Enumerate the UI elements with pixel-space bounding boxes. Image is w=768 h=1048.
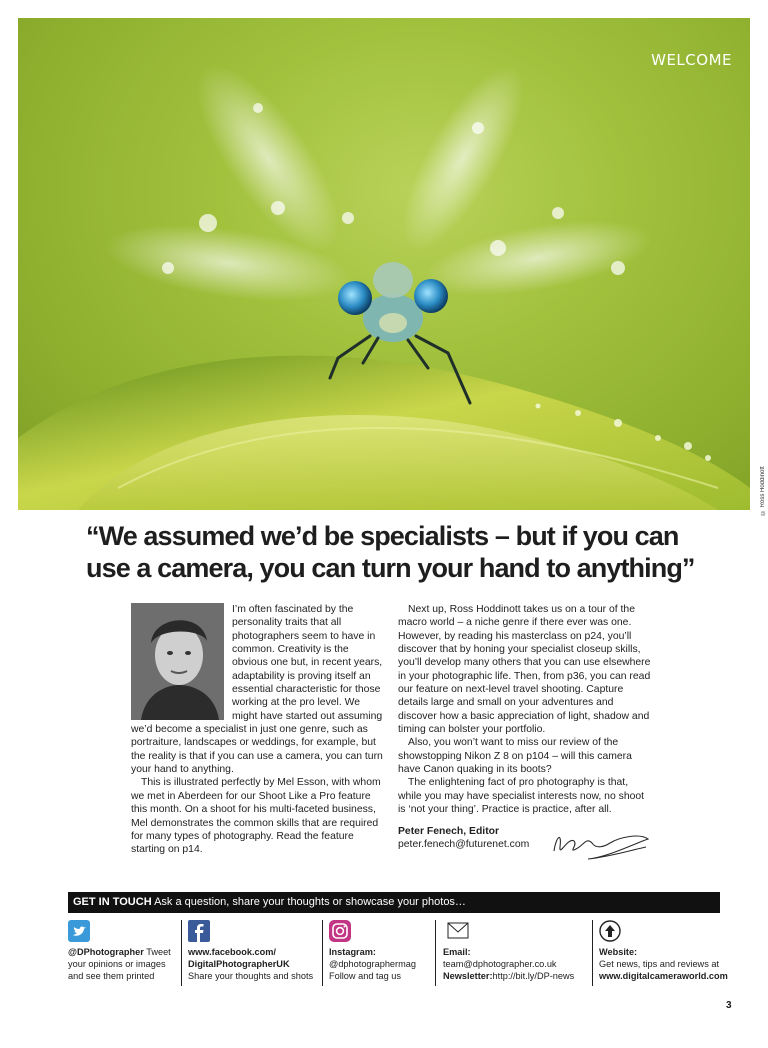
website-url: www.digitalcameraworld.com [599, 970, 728, 981]
article-column-2 [398, 603, 652, 851]
email-address: team@dphotographer.co.uk [443, 958, 557, 969]
divider [592, 920, 593, 986]
contact-website[interactable] [599, 920, 728, 982]
twitter-line-3: and see them printed [68, 970, 155, 981]
twitter-line-1: @DPhotographer Tweet [68, 947, 171, 957]
get-in-touch-subtitle: Ask a question, share your thoughts or showcase your photos… [151, 896, 466, 908]
instagram-icon [329, 920, 351, 942]
envelope-icon [443, 920, 473, 942]
email-label: Email: [443, 947, 471, 957]
headline-line-2: use a camera, you can turn your hand to anything” [86, 553, 695, 583]
twitter-line-2: your opinions or images [68, 958, 166, 969]
facebook-line-1: www.facebook.com/ [188, 947, 276, 957]
instagram-handle: @dphotographermag [329, 958, 416, 969]
contact-instagram[interactable] [329, 920, 434, 982]
headline-quote [86, 520, 726, 584]
page-number: 3 [726, 1000, 732, 1011]
get-in-touch-title: GET IN TOUCH [73, 896, 152, 908]
divider [322, 920, 323, 986]
contact-twitter[interactable] [68, 920, 178, 982]
instagram-line-3: Follow and tag us [329, 970, 402, 981]
paragraph: This is illustrated perfectly by Mel Esson, with whom we met in Aberdeen for our Shoot Like a Pro feature this month. On a shoot for his multi-faceted business, Mel demonstrates the common skills that are required for many types of photography. Read the feature starting on p14. [131, 777, 381, 856]
facebook-line-3: Share your thoughts and shots [188, 970, 314, 981]
get-in-touch-bar [68, 892, 720, 913]
paragraph: Also, you won’t want to miss our review of the showstopping Nikon Z 8 on p104 – will this camera have Canon quaking in its boots? [398, 737, 632, 776]
paragraph: I’m often fascinated by the personality traits that all photographers seem to have in common. Creativity is the obvious one but, in recent years, adaptability is proving itself an essential characteristic for those working at the pro level. We might have started out assuming we’d become a specialist in just one genre, such as portraiture, landscapes or weddings, for example, but the reality is that if you can use a camera, you can turn your hand to anything. [131, 604, 383, 776]
arrow-up-icon [599, 920, 621, 942]
photo-credit: © Ross Hoddinott [760, 466, 766, 515]
divider [181, 920, 182, 986]
contact-email[interactable] [443, 920, 591, 982]
damselfly-illustration [18, 18, 750, 510]
facebook-line-2: DigitalPhotographerUK [188, 958, 290, 969]
contact-facebook[interactable] [188, 920, 323, 982]
editor-signature [548, 827, 653, 865]
hero-photo [18, 18, 750, 510]
editor-portrait [131, 603, 224, 720]
divider [435, 920, 436, 986]
section-label: WELCOME [651, 51, 732, 69]
editor-email[interactable]: peter.fenech@futurenet.com [398, 838, 530, 850]
paragraph: The enlightening fact of pro photography is that, while you may have specialist interests now, no shoot is ‘not your thing’. Practice is practice, after all. [398, 777, 645, 816]
website-line-2: Get news, tips and reviews at [599, 958, 720, 969]
website-label: Website: [599, 947, 638, 957]
twitter-icon [68, 920, 90, 942]
facebook-icon [188, 920, 210, 942]
headline-line-1: “We assumed we’d be specialists – but if you can [86, 521, 679, 551]
instagram-label: Instagram: [329, 947, 376, 957]
paragraph: Next up, Ross Hoddinott takes us on a tour of the macro world – a niche genre if there ever was one. However, by reading his masterclass on p24, you’ll discover that by honing your specialist closeup skills, you’ll develop many others that you can use elsewhere in your photographic life. Then, from p36, you can read our feature on next-level travel shooting. Capture details large and small on your adventures and discover how a basic appreciation of light, shadow and timing can bolster your portfolio. [398, 604, 651, 736]
editor-name: Peter Fenech, Editor [398, 825, 500, 837]
newsletter-line: Newsletter:http://bit.ly/DP-news [443, 970, 575, 981]
article-column-1 [131, 603, 385, 857]
